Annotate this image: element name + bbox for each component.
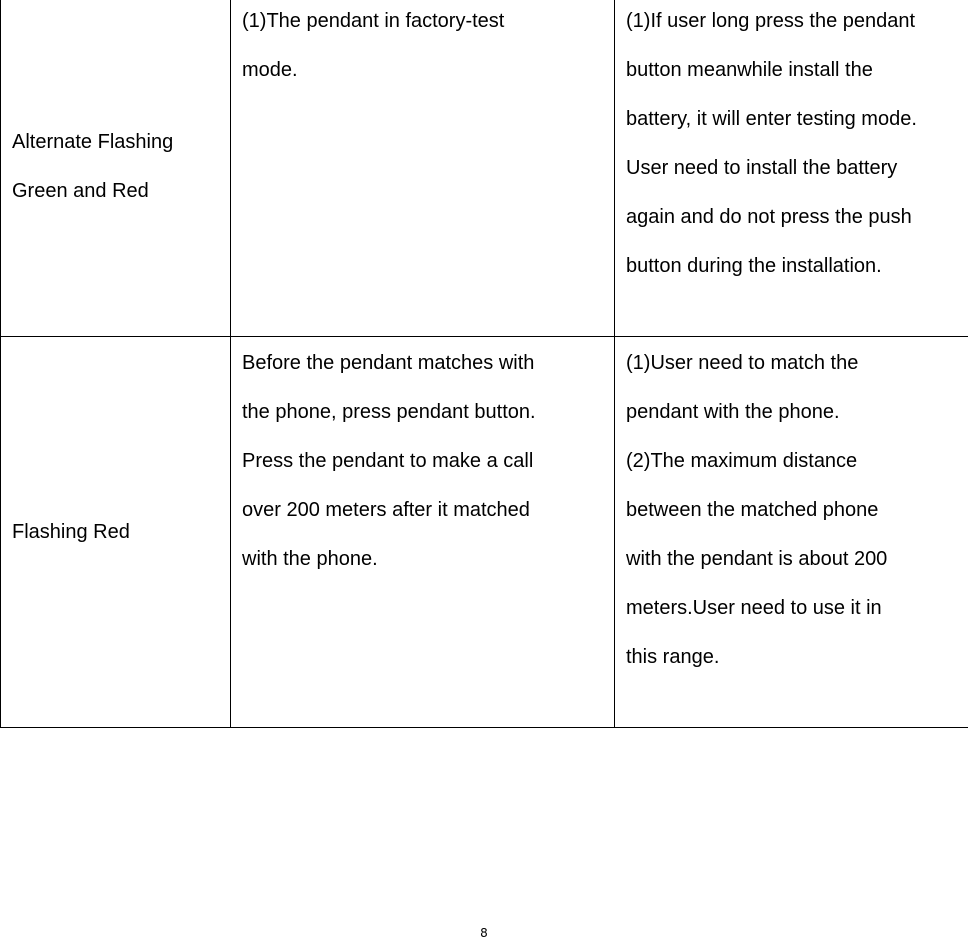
solution-text-line: pendant with the phone. [626,401,840,423]
solution-text-line: (1)If user long press the pendant [626,10,916,32]
table-row [1,0,968,337]
cause-text-line: mode. [242,59,298,81]
solution-text-line: battery, it will enter testing mode. [626,108,917,130]
solution-text-line: between the matched phone [626,499,879,521]
cause-cell [231,337,615,728]
cause-cell [231,0,615,337]
cause-text-line: with the phone. [242,548,378,570]
table-row [1,337,968,728]
status-cell [1,0,231,337]
solution-text-line: User need to install the battery [626,157,898,179]
solution-text-line: (1)User need to match the [626,352,859,374]
cause-text-line: the phone, press pendant button. [242,401,536,423]
solution-text-line: button meanwhile install the [626,59,873,81]
status-text-line: Green and Red [12,179,149,202]
cause-text-line: Press the pendant to make a call [242,450,534,472]
cause-text-line: Before the pendant matches with [242,352,535,374]
status-cell [1,337,231,728]
solution-text-line: with the pendant is about 200 [626,548,888,570]
solution-text-line: this range. [626,646,720,668]
cause-text-line: (1)The pendant in factory-test [242,10,505,32]
solution-cell [615,0,968,337]
solution-cell [615,337,968,728]
status-text-line: Alternate Flashing [12,130,174,153]
solution-text-line: button during the installation. [626,255,882,277]
status-text-line: Flashing Red [12,520,130,543]
page-number: 8 [480,926,488,940]
solution-text-line: (2)The maximum distance [626,450,858,472]
cause-text-line: over 200 meters after it matched [242,499,530,521]
solution-text-line: meters.User need to use it in [626,597,882,619]
solution-text-line: again and do not press the push [626,206,912,228]
